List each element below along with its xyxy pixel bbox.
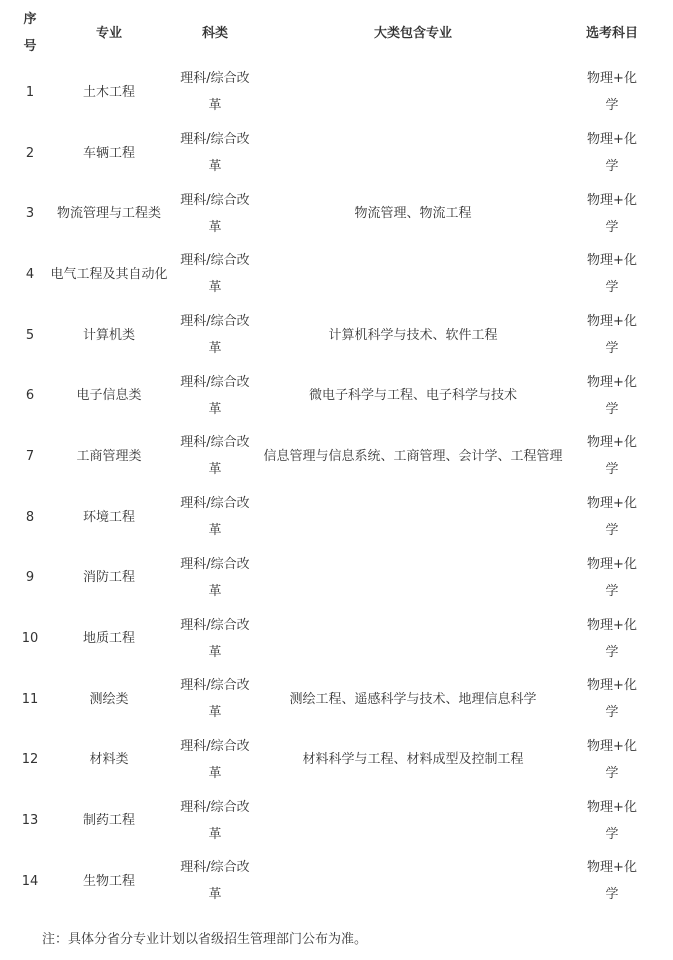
row-subjects-text: 物理+化学	[587, 314, 637, 357]
row-major-text: 电气工程及其自动化	[50, 266, 168, 282]
table-row	[12, 669, 658, 730]
row-subjects-cell	[566, 426, 658, 487]
row-category-cell	[170, 183, 260, 244]
row-subjects-cell	[566, 608, 658, 669]
row-no-text: 8	[25, 509, 35, 525]
row-major-cell	[48, 365, 170, 426]
row-included-text: 信息管理与信息系统、工商管理、会计学、工程管理	[263, 448, 563, 464]
row-no-cell	[12, 305, 48, 366]
row-category-text: 理科/综合改革	[180, 556, 250, 599]
row-major-cell	[48, 608, 170, 669]
row-no-cell	[12, 851, 48, 912]
row-category-cell	[170, 244, 260, 305]
table-row	[12, 548, 658, 609]
row-major-cell	[48, 426, 170, 487]
row-category-cell	[170, 305, 260, 366]
row-no-text: 6	[25, 388, 35, 404]
table-row	[12, 851, 658, 912]
row-included-cell	[260, 305, 566, 366]
row-subjects-text: 物理+化学	[587, 860, 637, 903]
row-subjects-text: 物理+化学	[587, 678, 637, 721]
row-included-cell	[260, 790, 566, 851]
row-category-text: 理科/综合改革	[180, 435, 250, 478]
row-no-cell	[12, 730, 48, 791]
row-included-cell	[260, 62, 566, 123]
row-category-text: 理科/综合改革	[180, 192, 250, 235]
row-no-text: 10	[21, 631, 39, 647]
row-subjects-text: 物理+化学	[587, 192, 637, 235]
row-category-cell	[170, 730, 260, 791]
row-category-text: 理科/综合改革	[180, 71, 250, 114]
table-row	[12, 244, 658, 305]
row-category-cell	[170, 62, 260, 123]
row-category-text: 理科/综合改革	[180, 799, 250, 842]
header-subjects	[566, 4, 658, 62]
row-subjects-text: 物理+化学	[587, 374, 637, 417]
row-category-cell	[170, 123, 260, 184]
table-row	[12, 62, 658, 123]
majors-table	[12, 4, 658, 912]
row-included-cell	[260, 487, 566, 548]
row-major-cell	[48, 487, 170, 548]
header-no	[12, 4, 48, 62]
row-major-text: 车辆工程	[82, 145, 135, 161]
row-no-text: 4	[25, 266, 35, 282]
row-category-text: 理科/综合改革	[180, 860, 250, 903]
row-category-text: 理科/综合改革	[180, 132, 250, 175]
table-row	[12, 790, 658, 851]
row-included-cell	[260, 548, 566, 609]
table-row	[12, 305, 658, 366]
footnote: 注：具体分省分专业计划以省级招生管理部门公布为准。	[42, 932, 368, 947]
table-row	[12, 487, 658, 548]
row-included-cell	[260, 426, 566, 487]
row-subjects-text: 物理+化学	[587, 71, 637, 114]
row-category-text: 理科/综合改革	[180, 314, 250, 357]
header-major	[48, 4, 170, 62]
row-no-text: 3	[25, 206, 35, 222]
row-category-cell	[170, 548, 260, 609]
table-row	[12, 730, 658, 791]
row-no-text: 5	[25, 327, 35, 343]
row-category-cell	[170, 365, 260, 426]
row-subjects-cell	[566, 183, 658, 244]
header-major-label: 专业	[95, 25, 122, 41]
row-included-text: 计算机科学与技术、软件工程	[328, 327, 498, 343]
table-row	[12, 183, 658, 244]
header-included-label: 大类包含专业	[373, 25, 452, 41]
row-no-cell	[12, 244, 48, 305]
row-no-cell	[12, 548, 48, 609]
row-major-text: 生物工程	[82, 873, 135, 889]
row-major-cell	[48, 669, 170, 730]
row-included-cell	[260, 365, 566, 426]
row-no-cell	[12, 790, 48, 851]
table-header-row	[12, 4, 658, 62]
table-row	[12, 608, 658, 669]
row-no-cell	[12, 183, 48, 244]
row-major-text: 土木工程	[82, 84, 135, 100]
row-major-text: 计算机类	[82, 327, 135, 343]
table-row	[12, 365, 658, 426]
row-category-text: 理科/综合改革	[180, 617, 250, 660]
row-major-cell	[48, 730, 170, 791]
table-row	[12, 123, 658, 184]
row-category-cell	[170, 487, 260, 548]
row-major-cell	[48, 244, 170, 305]
row-included-cell	[260, 123, 566, 184]
row-major-text: 材料类	[89, 752, 129, 768]
row-no-cell	[12, 487, 48, 548]
row-no-cell	[12, 669, 48, 730]
row-subjects-text: 物理+化学	[587, 132, 637, 175]
row-category-text: 理科/综合改革	[180, 253, 250, 296]
header-no-label: 序号	[23, 12, 37, 54]
row-major-text: 物流管理与工程类	[56, 206, 161, 222]
row-no-text: 9	[25, 570, 35, 586]
row-major-cell	[48, 123, 170, 184]
row-major-cell	[48, 851, 170, 912]
row-no-text: 2	[25, 145, 35, 161]
row-no-text: 12	[21, 752, 39, 768]
row-subjects-cell	[566, 548, 658, 609]
row-category-cell	[170, 426, 260, 487]
row-no-text: 11	[21, 691, 39, 707]
row-subjects-text: 物理+化学	[587, 496, 637, 539]
header-category	[170, 4, 260, 62]
row-major-text: 测绘类	[89, 691, 129, 707]
row-major-cell	[48, 305, 170, 366]
row-subjects-cell	[566, 123, 658, 184]
row-included-cell	[260, 183, 566, 244]
row-included-cell	[260, 730, 566, 791]
row-subjects-cell	[566, 790, 658, 851]
row-major-text: 消防工程	[82, 570, 135, 586]
header-subjects-label: 选考科目	[585, 25, 638, 41]
row-major-text: 电子信息类	[76, 388, 142, 404]
row-subjects-text: 物理+化学	[587, 738, 637, 781]
row-category-cell	[170, 851, 260, 912]
row-major-cell	[48, 183, 170, 244]
row-no-cell	[12, 62, 48, 123]
row-included-text: 材料科学与工程、材料成型及控制工程	[302, 752, 524, 768]
row-no-text: 1	[25, 84, 35, 100]
row-subjects-text: 物理+化学	[587, 799, 637, 842]
row-category-text: 理科/综合改革	[180, 678, 250, 721]
row-category-text: 理科/综合改革	[180, 496, 250, 539]
row-no-cell	[12, 608, 48, 669]
row-subjects-cell	[566, 365, 658, 426]
row-subjects-text: 物理+化学	[587, 435, 637, 478]
row-subjects-cell	[566, 669, 658, 730]
row-included-cell	[260, 608, 566, 669]
row-no-cell	[12, 365, 48, 426]
table-row	[12, 426, 658, 487]
row-subjects-cell	[566, 244, 658, 305]
row-category-text: 理科/综合改革	[180, 374, 250, 417]
row-no-text: 7	[25, 448, 35, 464]
row-included-cell	[260, 669, 566, 730]
row-major-cell	[48, 790, 170, 851]
row-major-cell	[48, 548, 170, 609]
row-included-cell	[260, 851, 566, 912]
row-included-text: 测绘工程、遥感科学与技术、地理信息科学	[289, 691, 537, 707]
table-body	[12, 62, 658, 912]
row-subjects-cell	[566, 851, 658, 912]
row-major-text: 工商管理类	[76, 448, 142, 464]
row-major-text: 地质工程	[82, 631, 135, 647]
row-major-text: 环境工程	[82, 509, 135, 525]
row-no-cell	[12, 426, 48, 487]
row-subjects-cell	[566, 487, 658, 548]
row-no-text: 14	[21, 873, 39, 889]
row-category-cell	[170, 790, 260, 851]
row-category-cell	[170, 669, 260, 730]
row-subjects-cell	[566, 730, 658, 791]
row-no-cell	[12, 123, 48, 184]
row-category-text: 理科/综合改革	[180, 738, 250, 781]
row-subjects-text: 物理+化学	[587, 556, 637, 599]
row-major-text: 制药工程	[82, 813, 135, 829]
row-included-text: 微电子科学与工程、电子科学与技术	[308, 388, 517, 404]
row-included-cell	[260, 244, 566, 305]
row-subjects-text: 物理+化学	[587, 617, 637, 660]
header-category-label: 科类	[201, 25, 228, 41]
row-major-cell	[48, 62, 170, 123]
row-no-text: 13	[21, 813, 39, 829]
row-included-text: 物流管理、物流工程	[354, 206, 472, 222]
row-category-cell	[170, 608, 260, 669]
row-subjects-text: 物理+化学	[587, 253, 637, 296]
header-included	[260, 4, 566, 62]
row-subjects-cell	[566, 305, 658, 366]
row-subjects-cell	[566, 62, 658, 123]
